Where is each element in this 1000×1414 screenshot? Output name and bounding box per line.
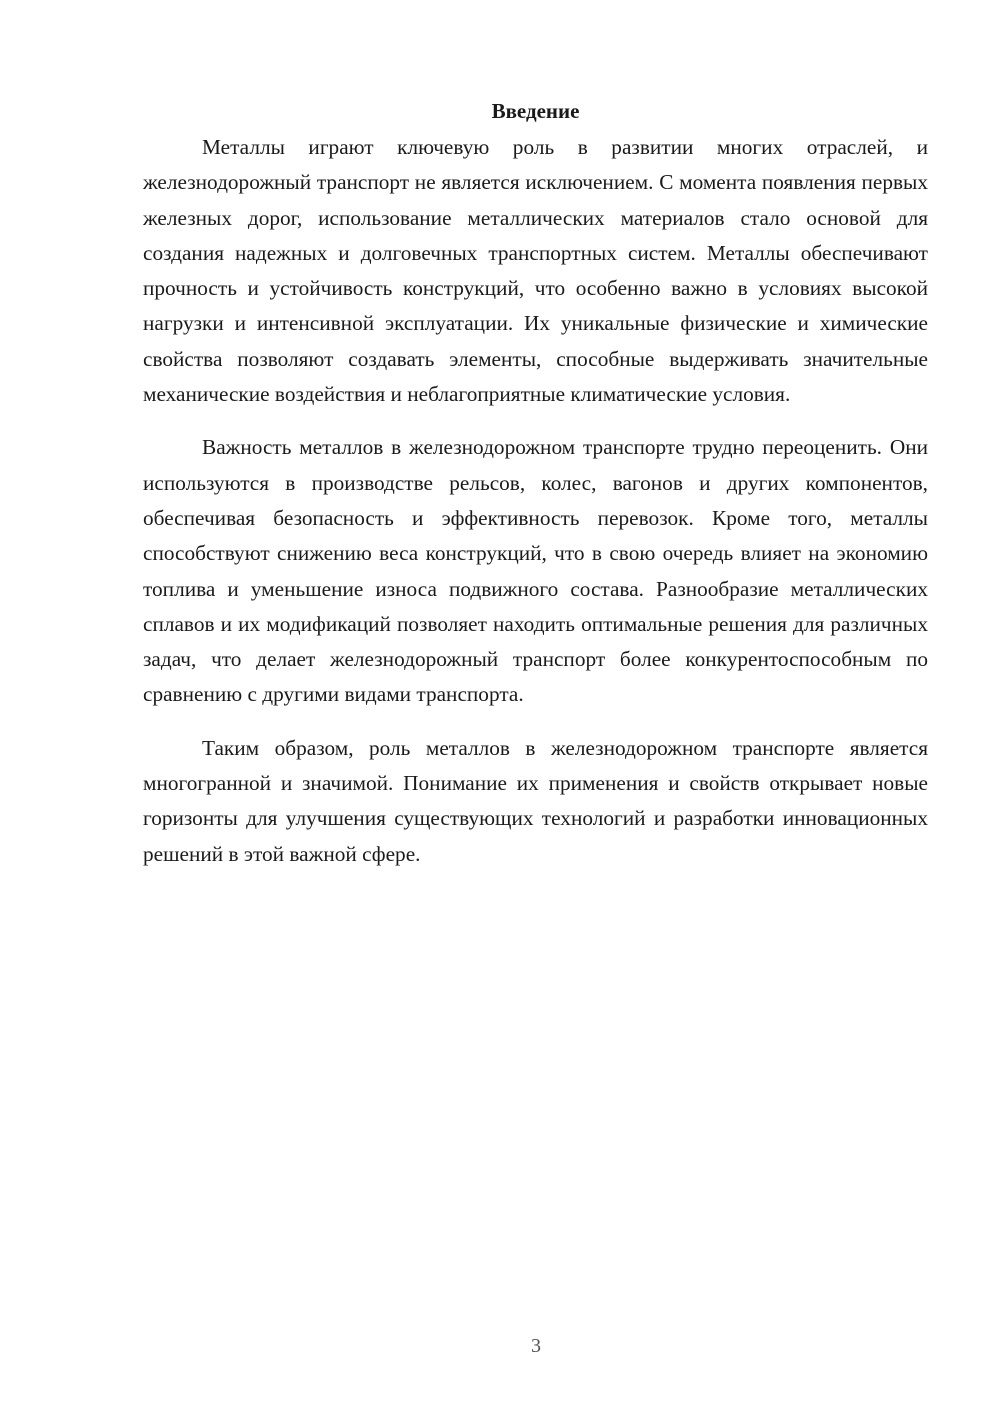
page-content — [143, 94, 928, 872]
section-heading: Введение — [491, 99, 580, 123]
paragraph-1: Металлы играют ключевую роль в развитии многих отраслей, и железнодорожный транспорт не является исключением. С момента появления первых железных дорог, использование металлических материалов стало основой для создания надежных и долговечных транспортных систем. Металлы обеспечивают прочность и устойчивость конструкций, что особенно важно в условиях высокой нагрузки и интенсивной эксплуатации. Их уникальные физические и химические свойства позволяют создавать элементы, способные выдерживать значительные механические воздействия и неблагоприятные климатические условия. — [143, 135, 928, 407]
page-number: 3 — [531, 1335, 541, 1357]
paragraph-3: Таким образом, роль металлов в железнодорожном транспорте является многогранной и значимой. Понимание их применения и свойств открывает новые горизонты для улучшения существующих технологий и разработки инновационных решений в этой важной сфере. — [143, 735, 928, 866]
paragraph-2: Важность металлов в железнодорожном транспорте трудно переоценить. Они используются в производстве рельсов, колес, вагонов и других компонентов, обеспечивая безопасность и эффективность перевозок. Кроме того, металлы способствуют снижению веса конструкций, что в свою очередь влияет на экономию топлива и уменьшение износа подвижного состава. Разнообразие металлических сплавов и их модификаций позволяет находить оптимальные решения для различных задач, что делает железнодорожный транспорт более конкурентоспособным по сравнению с другими видами транспорта. — [143, 435, 928, 707]
